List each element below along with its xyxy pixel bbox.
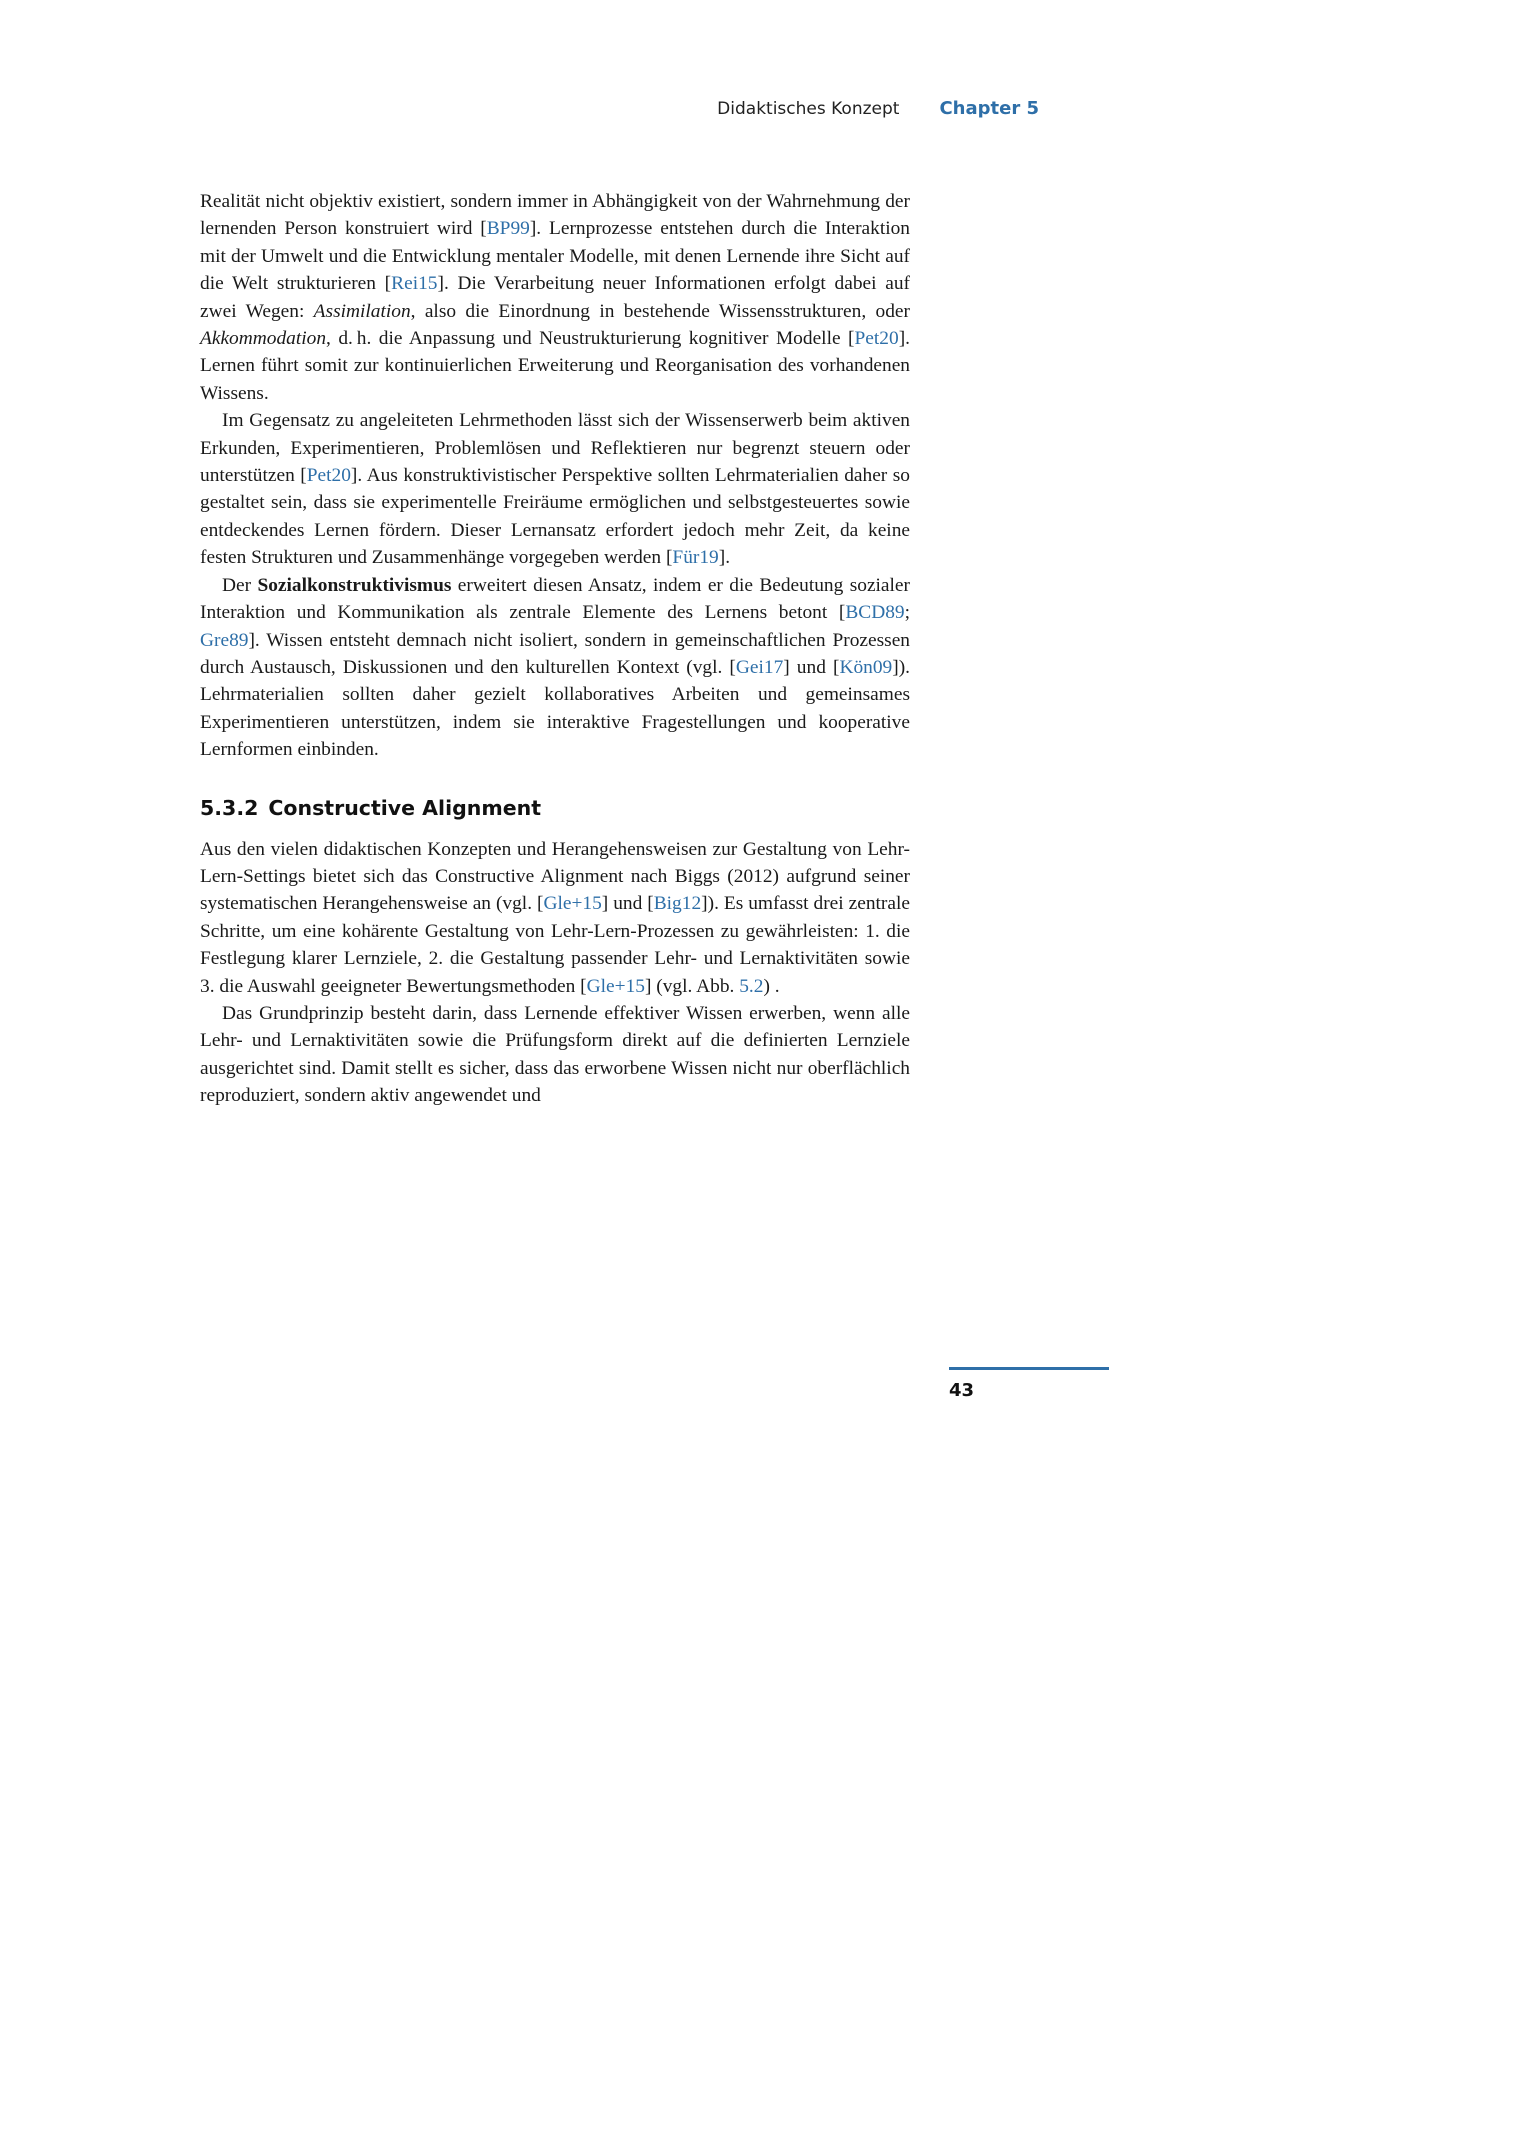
citation-link[interactable]: Pet20 xyxy=(854,328,899,350)
text-run: ; xyxy=(904,602,910,624)
section-heading xyxy=(200,794,910,822)
paragraph xyxy=(200,572,910,764)
citation-link[interactable]: Gei17 xyxy=(735,656,784,678)
emphasis-term: Akkommodation xyxy=(200,328,327,350)
text-run: ]). Lehrmaterialien sollten daher gezielt kollaboratives Arbeiten und gemeinsames Experimentieren unterstützen, indem sie interaktive Fragestellungen und kooperative Lernformen einbinden. xyxy=(200,656,910,761)
text-run: ]. Die Verarbeitung neuer Informationen erfolgt dabei auf zwei Wegen: xyxy=(200,273,910,322)
citation-link[interactable]: Rei15 xyxy=(391,273,438,295)
running-header xyxy=(717,98,1039,119)
citation-link[interactable]: Gre89 xyxy=(200,629,249,651)
citation-link[interactable]: Kön09 xyxy=(839,656,893,678)
citation-link[interactable]: Gle+15 xyxy=(543,893,602,915)
citation-link[interactable]: Für19 xyxy=(672,547,719,569)
paragraph xyxy=(200,188,910,407)
text-run: ] (vgl. Abb. xyxy=(644,975,740,997)
text-run: ]. Lernprozesse entstehen durch die Interaktion mit der Umwelt und die Entwicklung mentaler Modelle, mit denen Lernende ihre Sicht auf die Welt strukturieren [ xyxy=(200,218,910,295)
footer-rule xyxy=(949,1367,1109,1370)
emphasis-term: Assimilation xyxy=(313,300,411,322)
running-title: Didaktisches Konzept xyxy=(717,99,900,119)
text-run: Das Grundprinzip besteht darin, dass Lernende effektiver Wissen erwerben, wenn alle Lehr- und Lernaktivitäten sowie die Prüfungsform direkt auf die definierten Lernziele ausgerichtet sind. Damit stellt es sicher, dass das erworbene Wissen nicht nur oberflächlich reproduziert, sondern aktiv angewendet und xyxy=(200,1002,910,1107)
text-run: ]. Wissen entsteht demnach nicht isoliert, sondern in gemeinschaftlichen Prozessen durch Austausch, Diskussionen und den kulturellen Kontext (vgl. [ xyxy=(200,629,910,678)
text-run: ]. Lernen führt somit zur kontinuierlichen Erweiterung und Reorganisation des vorhandenen Wissens. xyxy=(200,328,910,404)
paragraph xyxy=(200,407,910,571)
text-run: ) . xyxy=(763,975,780,997)
section-number: 5.3.2 xyxy=(200,795,259,820)
text-run: erweitert diesen Ansatz, indem er die Bedeutung sozialer Interaktion und Kommunikation als zentrale Elemente des Lernens betont [ xyxy=(200,574,910,624)
text-run: ]. Aus konstruktivistischer Perspektive sollten Lehrmaterialien daher so gestaltet sein, dass sie experimentelle Freiräume ermöglichen und selbstgesteuertes sowie entdeckendes Lernen fördern. Dieser Lernansatz erfordert jedoch mehr Zeit, da keine festen Strukturen und Zusammenhänge vorgegeben werden [ xyxy=(200,465,910,569)
page-number: 43 xyxy=(949,1380,975,1401)
text-run: , d. h. die Anpassung und Neustrukturierung kognitiver Modelle [ xyxy=(326,328,855,350)
text-run: Realität nicht objektiv existiert, sondern immer in Abhängigkeit von der Wahrnehmung der lernenden Person konstruiert wird [ xyxy=(200,191,910,240)
figure-reference-link[interactable]: 5.2 xyxy=(739,975,764,997)
text-run: ] und [ xyxy=(783,656,840,678)
section-title: Constructive Alignment xyxy=(268,795,542,820)
paragraph xyxy=(200,1000,910,1110)
body-text xyxy=(200,188,910,1110)
paragraph xyxy=(200,836,910,1000)
citation-link[interactable]: Big12 xyxy=(653,893,702,915)
text-run: , also die Einordnung in bestehende Wissensstrukturen, oder xyxy=(410,300,910,322)
text-run: Im Gegensatz zu angeleiteten Lehrmethoden lässt sich der Wissenserwerb beim aktiven Erkunden, Experimentieren, Problemlösen und Reflektieren nur begrenzt steuern oder unterstützen [ xyxy=(200,410,910,487)
citation-link[interactable]: BCD89 xyxy=(845,602,905,624)
text-run: Der xyxy=(222,574,258,596)
chapter-label: Chapter 5 xyxy=(939,98,1039,119)
bold-term: Sozialkonstruktivismus xyxy=(257,574,452,596)
text-run: ] und [ xyxy=(601,893,654,915)
citation-link[interactable]: Gle+15 xyxy=(586,975,645,997)
text-run: ]). Es umfasst drei zentrale Schritte, um eine kohärente Gestaltung von Lehr-Lern-Prozessen zu gewährleisten: 1. die Festlegung klarer Lernziele, 2. die Gestaltung passender Lehr- und Lernaktivitäten sowie 3. die Auswahl geeigneter Bewertungsmethoden [ xyxy=(200,893,910,997)
text-run: Aus den vielen didaktischen Konzepten und Herangehensweisen zur Gestaltung von Lehr-Lern-Settings bietet sich das Constructive Alignment nach Biggs (2012) aufgrund seiner systematischen Herangehensweise an (vgl. [ xyxy=(200,838,910,915)
citation-link[interactable]: BP99 xyxy=(486,218,530,240)
text-run: ]. xyxy=(718,547,731,569)
citation-link[interactable]: Pet20 xyxy=(306,465,351,487)
